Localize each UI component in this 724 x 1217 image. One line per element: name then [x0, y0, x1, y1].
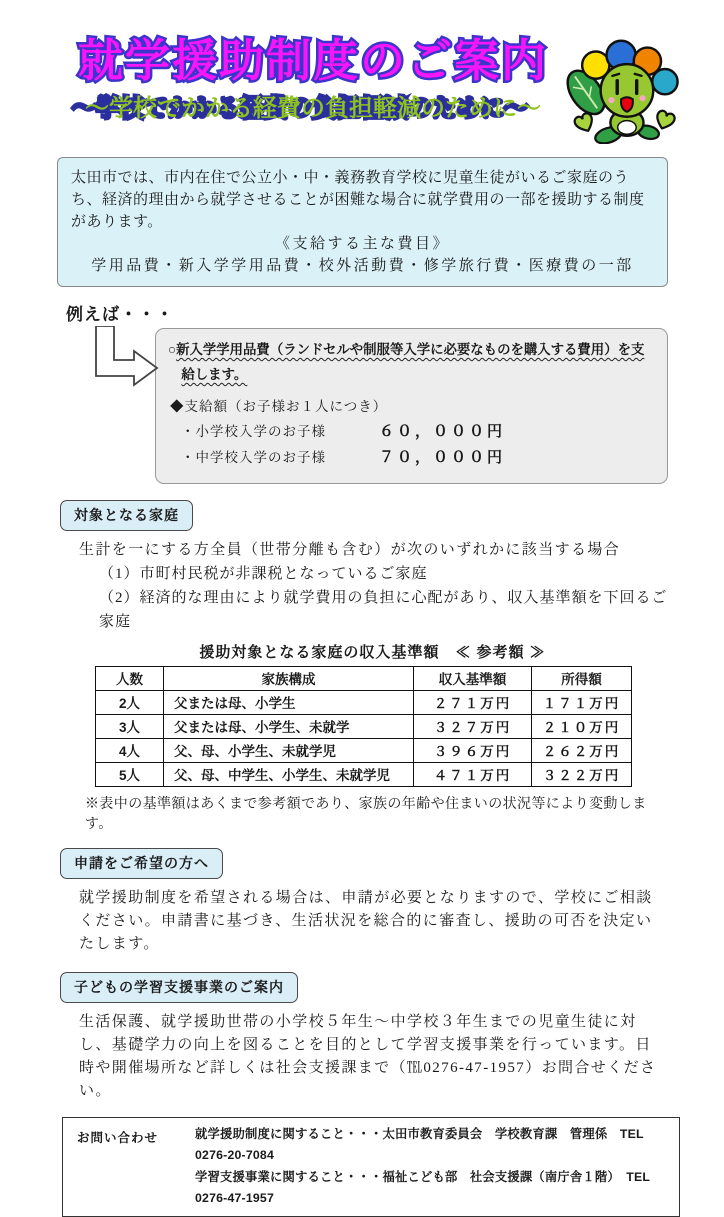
cell-income: ４７１万円: [414, 762, 532, 786]
eligibility-condition-2: （2）経済的な理由により就学費用の負担に心配があり、収入基準額を下回るご家庭: [99, 590, 668, 630]
example-label: 例えば・・・: [66, 305, 174, 325]
intro-box: [57, 157, 668, 287]
example-section: [57, 328, 668, 484]
income-table-note: ※表中の基準額はあくまで参考額であり、家族の年齢や住まいの状況等により変動します。: [85, 796, 647, 832]
contact-box: [62, 1117, 680, 1217]
headline-text: 新入学学用品費（ランドセルや制服等入学に必要なものを購入する費用）を支給します。: [176, 342, 645, 383]
contact-label: お問い合わせ: [77, 1130, 159, 1145]
income-table-title: 援助対象となる家庭の収入基準額 ≪ 参考額 ≫: [199, 643, 546, 661]
cell-family: 父または母、小学生: [164, 690, 414, 714]
contact-line-learning-support: 学習支援事業に関すること・・・福祉こども部 社会支援課（南庁舎１階） TEL 0276-47-1957: [195, 1169, 663, 1206]
section-learning-support: [57, 972, 668, 1104]
table-row: [96, 738, 632, 762]
page-subtitle: ～学校でかかる経費の負担軽減のために～ ～学校でかかる経費の負担軽減のために～: [72, 88, 554, 123]
bent-arrow-icon: [88, 326, 160, 390]
table-row: [96, 762, 632, 786]
amount-value: ７０，０００円: [379, 448, 506, 466]
amount-label: ・中学校入学のお子様: [181, 449, 326, 465]
table-row: [96, 714, 632, 738]
header: [0, 0, 724, 144]
cell-count: 2人: [96, 690, 164, 714]
section-eligibility: [57, 500, 668, 833]
cell-earnings: ２１０万円: [532, 714, 632, 738]
section-heading-application: 申請をご希望の方へ: [60, 848, 223, 879]
section-application: [57, 848, 668, 957]
learning-support-body: 生活保護、就学援助世帯の小学校５年生～中学校３年生までの児童生徒に対し、基礎学力の向上を図ることを目的として学習支援事業を行っています。日時や開催場所など詳しくは社会支援課まで（℡0276-47-1957）お問合せください。: [79, 1013, 657, 1100]
example-headline: [168, 338, 655, 388]
col-header-count: 人数: [96, 666, 164, 690]
cell-income: ３９６万円: [414, 738, 532, 762]
amount-row-junior-high: [181, 446, 655, 467]
col-header-earnings: 所得額: [532, 666, 632, 690]
eligibility-condition-1: （1）市町村民税が非課税となっているご家庭: [99, 566, 428, 583]
cell-count: 3人: [96, 714, 164, 738]
amount-value: ６０，０００円: [379, 422, 506, 440]
cell-earnings: ２６２万円: [532, 738, 632, 762]
cell-family: 父または母、小学生、未就学: [164, 714, 414, 738]
amount-row-elementary: [181, 420, 655, 441]
subsidy-items-heading: 《支給する主な費目》: [274, 236, 450, 253]
cell-count: 4人: [96, 738, 164, 762]
cell-earnings: ３２２万円: [532, 762, 632, 786]
table-header-row: [96, 666, 632, 690]
contact-line-school-aid: 就学援助制度に関すること・・・太田市教育委員会 学校教育課 管理係 TEL 0276-20-7084: [195, 1126, 656, 1163]
headline-marker: ○: [168, 342, 177, 358]
cell-count: 5人: [96, 762, 164, 786]
cell-family: 父、母、小学生、未就学児: [164, 738, 414, 762]
cell-income: ２７１万円: [414, 690, 532, 714]
application-body: 就学援助制度を希望される場合は、申請が必要となりますので、学校にご相談ください。申請書に基づき、生活状況を総合的に審査し、援助の可否を決定いたします。: [79, 889, 653, 953]
table-row: [96, 690, 632, 714]
example-box: [155, 328, 668, 484]
section-heading-eligibility: 対象となる家庭: [60, 500, 193, 531]
amount-heading: ◆支給額（お子様お１人につき）: [170, 398, 388, 414]
title-block: [72, 30, 554, 123]
col-header-family: 家族構成: [164, 666, 414, 690]
flower-mascot-icon: [556, 32, 694, 144]
intro-body: 太田市では、市内在住で公立小・中・義務教育学校に児童生徒がいるご家庭のうち、経済的理由から就学させることが困難な場合に就学費用の一部を援助する制度があります。: [71, 170, 645, 231]
cell-family: 父、母、中学生、小学生、未就学児: [164, 762, 414, 786]
contact-lines: [195, 1124, 671, 1210]
income-standards-table: [95, 666, 632, 787]
amount-label: ・小学校入学のお子様: [181, 423, 326, 439]
eligibility-intro: 生計を一にする方全員（世帯分離も含む）が次のいずれかに該当する場合: [79, 541, 621, 558]
cell-income: ３２７万円: [414, 714, 532, 738]
section-heading-learning-support: 子どもの学習支援事業のご案内: [60, 972, 298, 1003]
cell-earnings: １７１万円: [532, 690, 632, 714]
subsidy-items-line: 学用品費・新入学学用品費・校外活動費・修学旅行費・医療費の一部: [91, 258, 634, 275]
page-title: 就学援助制度のご案内 就学援助制度のご案内: [78, 36, 548, 86]
col-header-income: 収入基準額: [414, 666, 532, 690]
